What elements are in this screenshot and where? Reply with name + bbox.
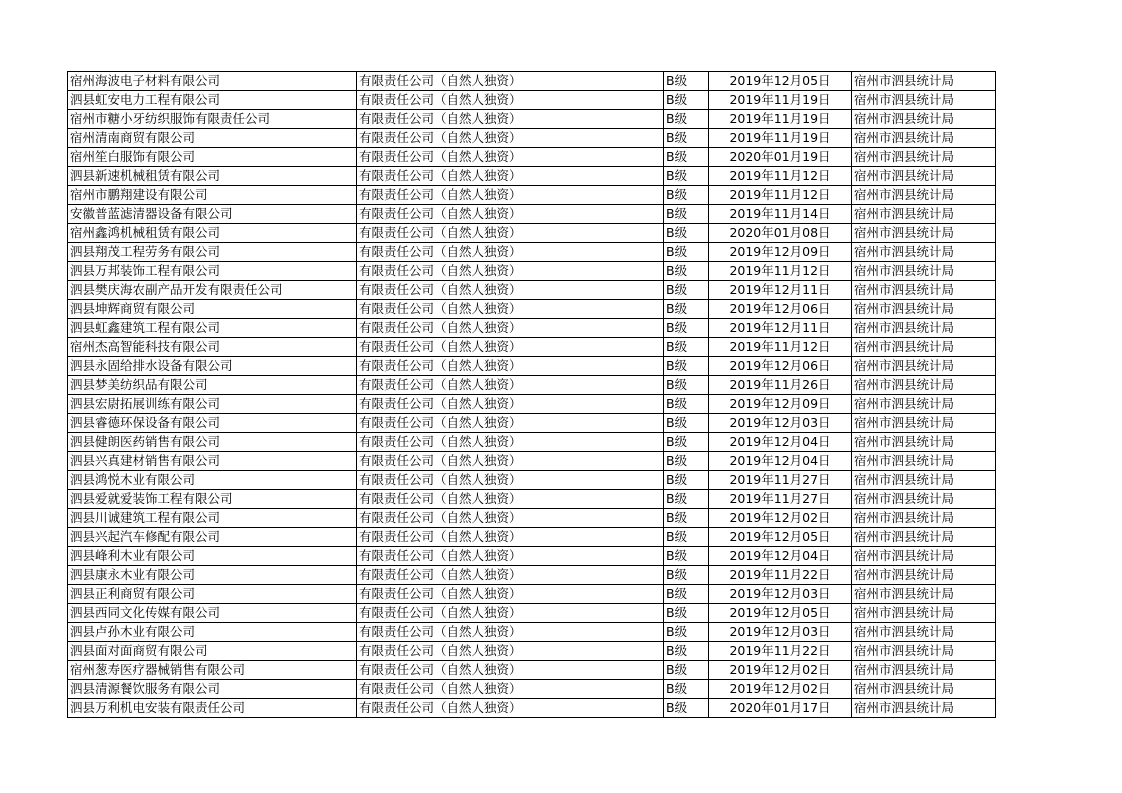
company-type-cell: 有限责任公司（自然人独资） — [357, 566, 664, 585]
date-cell: 2019年12月05日 — [709, 72, 852, 91]
authority-cell: 宿州市泗县统计局 — [852, 319, 996, 338]
company-name-cell: 泗县万利机电安装有限责任公司 — [68, 699, 357, 718]
company-type-cell: 有限责任公司（自然人独资） — [357, 148, 664, 167]
grade-cell: B级 — [664, 547, 709, 566]
company-name-cell: 宿州鑫鸿机械租赁有限公司 — [68, 224, 357, 243]
company-name-cell: 泗县兴真建材销售有限公司 — [68, 452, 357, 471]
authority-cell: 宿州市泗县统计局 — [852, 471, 996, 490]
table-row — [68, 471, 996, 490]
authority-cell: 宿州市泗县统计局 — [852, 604, 996, 623]
authority-cell: 宿州市泗县统计局 — [852, 186, 996, 205]
table-row — [68, 338, 996, 357]
table-row — [68, 72, 996, 91]
company-name-cell: 宿州笙白服饰有限公司 — [68, 148, 357, 167]
company-type-cell: 有限责任公司（自然人独资） — [357, 414, 664, 433]
company-name-cell: 泗县峰利木业有限公司 — [68, 547, 357, 566]
company-type-cell: 有限责任公司（自然人独资） — [357, 433, 664, 452]
company-type-cell: 有限责任公司（自然人独资） — [357, 661, 664, 680]
company-name-cell: 泗县康永木业有限公司 — [68, 566, 357, 585]
grade-cell: B级 — [664, 566, 709, 585]
authority-cell: 宿州市泗县统计局 — [852, 72, 996, 91]
authority-cell: 宿州市泗县统计局 — [852, 699, 996, 718]
company-type-cell: 有限责任公司（自然人独资） — [357, 376, 664, 395]
table-body — [68, 72, 996, 718]
table-row — [68, 699, 996, 718]
table-row — [68, 414, 996, 433]
table-row — [68, 395, 996, 414]
grade-cell: B级 — [664, 224, 709, 243]
table-row — [68, 281, 996, 300]
table-row — [68, 300, 996, 319]
company-name-cell: 泗县虹鑫建筑工程有限公司 — [68, 319, 357, 338]
table-row — [68, 205, 996, 224]
company-type-cell: 有限责任公司（自然人独资） — [357, 680, 664, 699]
table-row — [68, 319, 996, 338]
table-row — [68, 129, 996, 148]
table-row — [68, 91, 996, 110]
grade-cell: B级 — [664, 243, 709, 262]
table-row — [68, 110, 996, 129]
authority-cell: 宿州市泗县统计局 — [852, 509, 996, 528]
company-type-cell: 有限责任公司（自然人独资） — [357, 547, 664, 566]
company-type-cell: 有限责任公司（自然人独资） — [357, 604, 664, 623]
authority-cell: 宿州市泗县统计局 — [852, 395, 996, 414]
company-type-cell: 有限责任公司（自然人独资） — [357, 167, 664, 186]
company-name-cell: 泗县健朗医药销售有限公司 — [68, 433, 357, 452]
authority-cell: 宿州市泗县统计局 — [852, 376, 996, 395]
authority-cell: 宿州市泗县统计局 — [852, 243, 996, 262]
date-cell: 2019年12月11日 — [709, 319, 852, 338]
date-cell: 2019年11月14日 — [709, 205, 852, 224]
table-row — [68, 357, 996, 376]
company-name-cell: 宿州葱寿医疗器械销售有限公司 — [68, 661, 357, 680]
grade-cell: B级 — [664, 661, 709, 680]
company-type-cell: 有限责任公司（自然人独资） — [357, 699, 664, 718]
company-name-cell: 泗县爱就爱装饰工程有限公司 — [68, 490, 357, 509]
company-name-cell: 泗县万邦装饰工程有限公司 — [68, 262, 357, 281]
date-cell: 2019年11月19日 — [709, 129, 852, 148]
authority-cell: 宿州市泗县统计局 — [852, 566, 996, 585]
table-row — [68, 680, 996, 699]
authority-cell: 宿州市泗县统计局 — [852, 452, 996, 471]
grade-cell: B级 — [664, 338, 709, 357]
table-row — [68, 262, 996, 281]
date-cell: 2019年12月04日 — [709, 433, 852, 452]
date-cell: 2019年12月06日 — [709, 357, 852, 376]
authority-cell: 宿州市泗县统计局 — [852, 547, 996, 566]
grade-cell: B级 — [664, 148, 709, 167]
table-row — [68, 585, 996, 604]
authority-cell: 宿州市泗县统计局 — [852, 414, 996, 433]
date-cell: 2019年11月22日 — [709, 642, 852, 661]
authority-cell: 宿州市泗县统计局 — [852, 300, 996, 319]
authority-cell: 宿州市泗县统计局 — [852, 642, 996, 661]
company-type-cell: 有限责任公司（自然人独资） — [357, 452, 664, 471]
authority-cell: 宿州市泗县统计局 — [852, 148, 996, 167]
table-row — [68, 604, 996, 623]
date-cell: 2019年11月12日 — [709, 167, 852, 186]
company-type-cell: 有限责任公司（自然人独资） — [357, 243, 664, 262]
grade-cell: B级 — [664, 110, 709, 129]
table-row — [68, 148, 996, 167]
company-type-cell: 有限责任公司（自然人独资） — [357, 490, 664, 509]
company-name-cell: 泗县川诚建筑工程有限公司 — [68, 509, 357, 528]
company-name-cell: 泗县坤辉商贸有限公司 — [68, 300, 357, 319]
date-cell: 2019年11月22日 — [709, 566, 852, 585]
company-type-cell: 有限责任公司（自然人独资） — [357, 528, 664, 547]
company-name-cell: 宿州海波电子材料有限公司 — [68, 72, 357, 91]
authority-cell: 宿州市泗县统计局 — [852, 357, 996, 376]
company-type-cell: 有限责任公司（自然人独资） — [357, 91, 664, 110]
date-cell: 2019年12月03日 — [709, 585, 852, 604]
table-row — [68, 433, 996, 452]
authority-cell: 宿州市泗县统计局 — [852, 205, 996, 224]
authority-cell: 宿州市泗县统计局 — [852, 585, 996, 604]
table-row — [68, 642, 996, 661]
authority-cell: 宿州市泗县统计局 — [852, 528, 996, 547]
grade-cell: B级 — [664, 319, 709, 338]
table-row — [68, 509, 996, 528]
date-cell: 2019年11月19日 — [709, 110, 852, 129]
date-cell: 2019年12月06日 — [709, 300, 852, 319]
date-cell: 2019年11月12日 — [709, 338, 852, 357]
table-row — [68, 528, 996, 547]
company-type-cell: 有限责任公司（自然人独资） — [357, 395, 664, 414]
date-cell: 2019年11月12日 — [709, 186, 852, 205]
grade-cell: B级 — [664, 205, 709, 224]
company-type-cell: 有限责任公司（自然人独资） — [357, 642, 664, 661]
company-name-cell: 泗县西同文化传媒有限公司 — [68, 604, 357, 623]
company-name-cell: 泗县鸿悦木业有限公司 — [68, 471, 357, 490]
company-name-cell: 泗县面对面商贸有限公司 — [68, 642, 357, 661]
company-name-cell: 泗县正利商贸有限公司 — [68, 585, 357, 604]
table-row — [68, 547, 996, 566]
company-name-cell: 泗县永固给排水设备有限公司 — [68, 357, 357, 376]
date-cell: 2019年11月27日 — [709, 471, 852, 490]
company-type-cell: 有限责任公司（自然人独资） — [357, 205, 664, 224]
grade-cell: B级 — [664, 357, 709, 376]
grade-cell: B级 — [664, 699, 709, 718]
grade-cell: B级 — [664, 91, 709, 110]
table-row — [68, 452, 996, 471]
company-type-cell: 有限责任公司（自然人独资） — [357, 300, 664, 319]
company-name-cell: 宿州市鹏翔建设有限公司 — [68, 186, 357, 205]
grade-cell: B级 — [664, 300, 709, 319]
authority-cell: 宿州市泗县统计局 — [852, 91, 996, 110]
grade-cell: B级 — [664, 72, 709, 91]
authority-cell: 宿州市泗县统计局 — [852, 338, 996, 357]
grade-cell: B级 — [664, 433, 709, 452]
authority-cell: 宿州市泗县统计局 — [852, 433, 996, 452]
date-cell: 2020年01月08日 — [709, 224, 852, 243]
date-cell: 2020年01月17日 — [709, 699, 852, 718]
grade-cell: B级 — [664, 414, 709, 433]
company-name-cell: 泗县梦美纺织品有限公司 — [68, 376, 357, 395]
date-cell: 2019年12月04日 — [709, 452, 852, 471]
date-cell: 2019年12月02日 — [709, 661, 852, 680]
authority-cell: 宿州市泗县统计局 — [852, 129, 996, 148]
authority-cell: 宿州市泗县统计局 — [852, 490, 996, 509]
table-row — [68, 566, 996, 585]
table-row — [68, 243, 996, 262]
grade-cell: B级 — [664, 528, 709, 547]
grade-cell: B级 — [664, 281, 709, 300]
date-cell: 2019年11月12日 — [709, 262, 852, 281]
company-type-cell: 有限责任公司（自然人独资） — [357, 338, 664, 357]
company-name-cell: 安徽普蓝滤清器设备有限公司 — [68, 205, 357, 224]
company-type-cell: 有限责任公司（自然人独资） — [357, 224, 664, 243]
company-type-cell: 有限责任公司（自然人独资） — [357, 72, 664, 91]
grade-cell: B级 — [664, 262, 709, 281]
grade-cell: B级 — [664, 452, 709, 471]
date-cell: 2019年12月05日 — [709, 604, 852, 623]
date-cell: 2019年12月03日 — [709, 414, 852, 433]
authority-cell: 宿州市泗县统计局 — [852, 224, 996, 243]
company-type-cell: 有限责任公司（自然人独资） — [357, 471, 664, 490]
company-type-cell: 有限责任公司（自然人独资） — [357, 623, 664, 642]
company-name-cell: 泗县清源餐饮服务有限公司 — [68, 680, 357, 699]
authority-cell: 宿州市泗县统计局 — [852, 623, 996, 642]
authority-cell: 宿州市泗县统计局 — [852, 680, 996, 699]
table-row — [68, 661, 996, 680]
grade-cell: B级 — [664, 129, 709, 148]
grade-cell: B级 — [664, 509, 709, 528]
date-cell: 2019年11月19日 — [709, 91, 852, 110]
company-type-cell: 有限责任公司（自然人独资） — [357, 186, 664, 205]
company-name-cell: 宿州市糖小牙纺织服饰有限责任公司 — [68, 110, 357, 129]
grade-cell: B级 — [664, 623, 709, 642]
table-row — [68, 490, 996, 509]
grade-cell: B级 — [664, 490, 709, 509]
date-cell: 2019年12月02日 — [709, 509, 852, 528]
authority-cell: 宿州市泗县统计局 — [852, 661, 996, 680]
grade-cell: B级 — [664, 680, 709, 699]
company-name-cell: 泗县睿德环保设备有限公司 — [68, 414, 357, 433]
company-name-cell: 宿州清南商贸有限公司 — [68, 129, 357, 148]
grade-cell: B级 — [664, 471, 709, 490]
date-cell: 2019年12月02日 — [709, 680, 852, 699]
company-type-cell: 有限责任公司（自然人独资） — [357, 129, 664, 148]
table-row — [68, 186, 996, 205]
table-row — [68, 376, 996, 395]
date-cell: 2019年12月11日 — [709, 281, 852, 300]
company-type-cell: 有限责任公司（自然人独资） — [357, 585, 664, 604]
company-type-cell: 有限责任公司（自然人独资） — [357, 357, 664, 376]
table-row — [68, 623, 996, 642]
company-name-cell: 泗县虹安电力工程有限公司 — [68, 91, 357, 110]
authority-cell: 宿州市泗县统计局 — [852, 262, 996, 281]
company-type-cell: 有限责任公司（自然人独资） — [357, 281, 664, 300]
date-cell: 2019年12月09日 — [709, 243, 852, 262]
grade-cell: B级 — [664, 642, 709, 661]
date-cell: 2019年11月26日 — [709, 376, 852, 395]
company-name-cell: 泗县卢孙木业有限公司 — [68, 623, 357, 642]
company-type-cell: 有限责任公司（自然人独资） — [357, 262, 664, 281]
table-row — [68, 167, 996, 186]
authority-cell: 宿州市泗县统计局 — [852, 281, 996, 300]
company-credit-table — [67, 71, 996, 718]
company-name-cell: 泗县宏尉拓展训练有限公司 — [68, 395, 357, 414]
date-cell: 2019年11月27日 — [709, 490, 852, 509]
table-row — [68, 224, 996, 243]
date-cell: 2019年12月03日 — [709, 623, 852, 642]
grade-cell: B级 — [664, 395, 709, 414]
company-name-cell: 泗县翔茂工程劳务有限公司 — [68, 243, 357, 262]
company-type-cell: 有限责任公司（自然人独资） — [357, 509, 664, 528]
grade-cell: B级 — [664, 376, 709, 395]
company-type-cell: 有限责任公司（自然人独资） — [357, 110, 664, 129]
company-name-cell: 泗县新速机械租赁有限公司 — [68, 167, 357, 186]
company-type-cell: 有限责任公司（自然人独资） — [357, 319, 664, 338]
company-name-cell: 宿州杰高智能科技有限公司 — [68, 338, 357, 357]
grade-cell: B级 — [664, 167, 709, 186]
date-cell: 2020年01月19日 — [709, 148, 852, 167]
authority-cell: 宿州市泗县统计局 — [852, 167, 996, 186]
date-cell: 2019年12月09日 — [709, 395, 852, 414]
authority-cell: 宿州市泗县统计局 — [852, 110, 996, 129]
date-cell: 2019年12月04日 — [709, 547, 852, 566]
date-cell: 2019年12月05日 — [709, 528, 852, 547]
grade-cell: B级 — [664, 186, 709, 205]
company-name-cell: 泗县兴起汽车修配有限公司 — [68, 528, 357, 547]
company-name-cell: 泗县樊庆海农副产品开发有限责任公司 — [68, 281, 357, 300]
grade-cell: B级 — [664, 585, 709, 604]
grade-cell: B级 — [664, 604, 709, 623]
